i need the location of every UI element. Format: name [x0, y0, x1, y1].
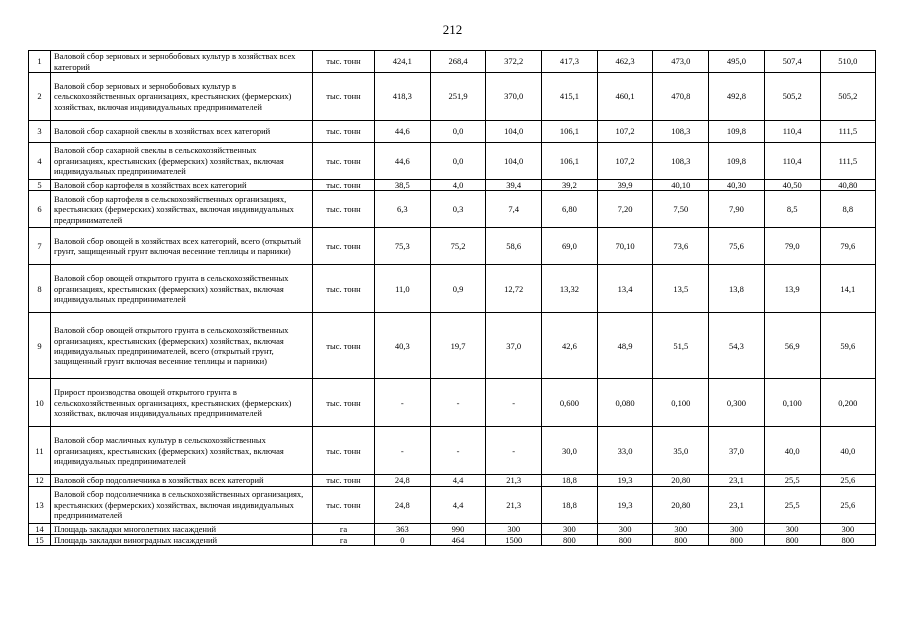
value-cell: 38,5 [375, 180, 431, 191]
indicator-name-cell: Валовой сбор картофеля в сельскохозяйственных организациях, крестьянских (фермерских) хозяйствах, включая индивидуальных предпринимателей [51, 191, 313, 228]
unit-cell: тыс. тонн [313, 191, 375, 228]
table-row [29, 427, 876, 475]
indicator-name-cell: Валовой сбор овощей открытого грунта в сельскохозяйственных организациях, крестьянских (фермерских) хозяйствах, включая индивидуальных предпринимателей, всего (открытый грунт, защищенный грунт включая весенние теплицы и парники) [51, 313, 313, 379]
value-cell: 8,5 [764, 191, 820, 228]
unit-cell: тыс. тонн [313, 51, 375, 73]
value-cell: 59,6 [820, 313, 876, 379]
indicator-name-cell: Валовой сбор подсолнечника в сельскохозяйственных организациях, крестьянских (фермерских) хозяйствах, включая индивидуальных предпринимателей [51, 486, 313, 523]
value-cell: - [486, 427, 542, 475]
value-cell: 107,2 [597, 143, 653, 180]
value-cell: 14,1 [820, 265, 876, 313]
indicator-name-cell: Валовой сбор овощей в хозяйствах всех категорий, всего (открытый грунт, защищенный грунт включая весенние теплицы и парники) [51, 228, 313, 265]
table-row [29, 535, 876, 546]
value-cell: - [486, 379, 542, 427]
value-cell: 800 [820, 535, 876, 546]
value-cell: 0 [375, 535, 431, 546]
value-cell: 44,6 [375, 143, 431, 180]
value-cell: 800 [542, 535, 598, 546]
unit-cell: тыс. тонн [313, 486, 375, 523]
value-cell: 75,2 [430, 228, 486, 265]
value-cell: 300 [709, 523, 765, 534]
value-cell: 40,30 [709, 180, 765, 191]
value-cell: 20,80 [653, 475, 709, 486]
value-cell: 0,0 [430, 121, 486, 143]
value-cell: 25,5 [764, 486, 820, 523]
value-cell: 800 [709, 535, 765, 546]
value-cell: 505,2 [764, 73, 820, 121]
value-cell: 39,2 [542, 180, 598, 191]
indicator-name-cell: Валовой сбор картофеля в хозяйствах всех категорий [51, 180, 313, 191]
value-cell: 48,9 [597, 313, 653, 379]
value-cell: - [430, 427, 486, 475]
row-number-cell: 15 [29, 535, 51, 546]
value-cell: 7,20 [597, 191, 653, 228]
value-cell: 300 [820, 523, 876, 534]
value-cell: 109,8 [709, 121, 765, 143]
row-number-cell: 11 [29, 427, 51, 475]
indicator-name-cell: Валовой сбор зерновых и зернобобовых культур в сельскохозяйственных организациях, крестьянских (фермерских) хозяйствах, включая индивидуальных предпринимателей [51, 73, 313, 121]
value-cell: 69,0 [542, 228, 598, 265]
value-cell: 58,6 [486, 228, 542, 265]
value-cell: 0,9 [430, 265, 486, 313]
row-number-cell: 12 [29, 475, 51, 486]
value-cell: 13,32 [542, 265, 598, 313]
value-cell: 111,5 [820, 143, 876, 180]
value-cell: 372,2 [486, 51, 542, 73]
value-cell: 4,0 [430, 180, 486, 191]
value-cell: 108,3 [653, 143, 709, 180]
row-number-cell: 10 [29, 379, 51, 427]
value-cell: 300 [597, 523, 653, 534]
value-cell: 23,1 [709, 486, 765, 523]
value-cell: 300 [486, 523, 542, 534]
value-cell: 51,5 [653, 313, 709, 379]
indicator-name-cell: Валовой сбор масличных культур в сельскохозяйственных организациях, крестьянских (фермерских) хозяйствах, включая индивидуальных предпринимателей [51, 427, 313, 475]
value-cell: 40,0 [820, 427, 876, 475]
value-cell: 33,0 [597, 427, 653, 475]
value-cell: 30,0 [542, 427, 598, 475]
value-cell: 25,6 [820, 486, 876, 523]
value-cell: 19,3 [597, 486, 653, 523]
value-cell: 44,6 [375, 121, 431, 143]
value-cell: 54,3 [709, 313, 765, 379]
value-cell: 0,600 [542, 379, 598, 427]
table-row [29, 475, 876, 486]
table-row [29, 265, 876, 313]
unit-cell: тыс. тонн [313, 265, 375, 313]
unit-cell: тыс. тонн [313, 313, 375, 379]
value-cell: 110,4 [764, 121, 820, 143]
unit-cell: тыс. тонн [313, 228, 375, 265]
value-cell: 0,080 [597, 379, 653, 427]
value-cell: 505,2 [820, 73, 876, 121]
value-cell: 106,1 [542, 143, 598, 180]
unit-cell: га [313, 523, 375, 534]
table-row [29, 180, 876, 191]
value-cell: 7,4 [486, 191, 542, 228]
value-cell: 363 [375, 523, 431, 534]
value-cell: 40,3 [375, 313, 431, 379]
value-cell: 370,0 [486, 73, 542, 121]
value-cell: 37,0 [486, 313, 542, 379]
row-number-cell: 1 [29, 51, 51, 73]
indicator-name-cell: Валовой сбор сахарной свеклы в сельскохозяйственных организациях, крестьянских (фермерских) хозяйствах, включая индивидуальных предпринимателей [51, 143, 313, 180]
indicator-name-cell: Валовой сбор зерновых и зернобобовых культур в хозяйствах всех категорий [51, 51, 313, 73]
value-cell: 300 [764, 523, 820, 534]
indicator-name-cell: Валовой сбор овощей открытого грунта в сельскохозяйственных организациях, крестьянских (фермерских) хозяйствах, включая индивидуальных предпринимателей [51, 265, 313, 313]
value-cell: 0,300 [709, 379, 765, 427]
value-cell: 23,1 [709, 475, 765, 486]
value-cell: 13,5 [653, 265, 709, 313]
value-cell: 464 [430, 535, 486, 546]
value-cell: 0,200 [820, 379, 876, 427]
indicator-name-cell: Валовой сбор сахарной свеклы в хозяйствах всех категорий [51, 121, 313, 143]
indicator-name-cell: Площадь закладки многолетних насаждений [51, 523, 313, 534]
value-cell: 37,0 [709, 427, 765, 475]
row-number-cell: 9 [29, 313, 51, 379]
value-cell: 800 [764, 535, 820, 546]
value-cell: 990 [430, 523, 486, 534]
value-cell: 507,4 [764, 51, 820, 73]
value-cell: 73,6 [653, 228, 709, 265]
value-cell: 18,8 [542, 486, 598, 523]
value-cell: 12,72 [486, 265, 542, 313]
value-cell: 300 [542, 523, 598, 534]
value-cell: 470,8 [653, 73, 709, 121]
value-cell: - [375, 427, 431, 475]
value-cell: 8,8 [820, 191, 876, 228]
value-cell: 39,9 [597, 180, 653, 191]
unit-cell: тыс. тонн [313, 475, 375, 486]
value-cell: 13,8 [709, 265, 765, 313]
value-cell: 104,0 [486, 121, 542, 143]
unit-cell: га [313, 535, 375, 546]
value-cell: 268,4 [430, 51, 486, 73]
indicator-name-cell: Прирост производства овощей открытого грунта в сельскохозяйственных организациях, крестьянских (фермерских) хозяйствах, включая индивидуальных предпринимателей [51, 379, 313, 427]
value-cell: 800 [597, 535, 653, 546]
value-cell: 25,6 [820, 475, 876, 486]
row-number-cell: 8 [29, 265, 51, 313]
value-cell: 24,8 [375, 475, 431, 486]
value-cell: 6,80 [542, 191, 598, 228]
table-row [29, 191, 876, 228]
value-cell: 510,0 [820, 51, 876, 73]
table-row [29, 523, 876, 534]
value-cell: 473,0 [653, 51, 709, 73]
value-cell: 40,50 [764, 180, 820, 191]
value-cell: 70,10 [597, 228, 653, 265]
value-cell: 19,7 [430, 313, 486, 379]
table-row [29, 121, 876, 143]
unit-cell: тыс. тонн [313, 379, 375, 427]
row-number-cell: 13 [29, 486, 51, 523]
value-cell: - [430, 379, 486, 427]
value-cell: 251,9 [430, 73, 486, 121]
table-row [29, 51, 876, 73]
unit-cell: тыс. тонн [313, 143, 375, 180]
value-cell: 0,100 [653, 379, 709, 427]
value-cell: 6,3 [375, 191, 431, 228]
value-cell: 79,0 [764, 228, 820, 265]
table-row [29, 73, 876, 121]
indicators-table [28, 50, 876, 546]
value-cell: 107,2 [597, 121, 653, 143]
value-cell: 13,9 [764, 265, 820, 313]
value-cell: 75,3 [375, 228, 431, 265]
value-cell: 24,8 [375, 486, 431, 523]
row-number-cell: 14 [29, 523, 51, 534]
value-cell: 495,0 [709, 51, 765, 73]
row-number-cell: 3 [29, 121, 51, 143]
unit-cell: тыс. тонн [313, 121, 375, 143]
value-cell: 111,5 [820, 121, 876, 143]
value-cell: 0,3 [430, 191, 486, 228]
value-cell: 0,0 [430, 143, 486, 180]
value-cell: 492,8 [709, 73, 765, 121]
value-cell: 424,1 [375, 51, 431, 73]
unit-cell: тыс. тонн [313, 427, 375, 475]
value-cell: 108,3 [653, 121, 709, 143]
unit-cell: тыс. тонн [313, 73, 375, 121]
table-row [29, 228, 876, 265]
value-cell: 35,0 [653, 427, 709, 475]
value-cell: 0,100 [764, 379, 820, 427]
value-cell: 40,80 [820, 180, 876, 191]
value-cell: 4,4 [430, 486, 486, 523]
value-cell: 110,4 [764, 143, 820, 180]
value-cell: 56,9 [764, 313, 820, 379]
value-cell: 462,3 [597, 51, 653, 73]
table-row [29, 379, 876, 427]
value-cell: 39,4 [486, 180, 542, 191]
row-number-cell: 6 [29, 191, 51, 228]
value-cell: 40,0 [764, 427, 820, 475]
value-cell: 415,1 [542, 73, 598, 121]
value-cell: 20,80 [653, 486, 709, 523]
value-cell: 7,90 [709, 191, 765, 228]
value-cell: 25,5 [764, 475, 820, 486]
value-cell: 418,3 [375, 73, 431, 121]
value-cell: 11,0 [375, 265, 431, 313]
value-cell: 21,3 [486, 475, 542, 486]
value-cell: - [375, 379, 431, 427]
value-cell: 79,6 [820, 228, 876, 265]
value-cell: 19,3 [597, 475, 653, 486]
page-number: 212 [442, 22, 463, 37]
value-cell: 13,4 [597, 265, 653, 313]
indicator-name-cell: Валовой сбор подсолнечника в хозяйствах всех категорий [51, 475, 313, 486]
value-cell: 18,8 [542, 475, 598, 486]
value-cell: 40,10 [653, 180, 709, 191]
value-cell: 106,1 [542, 121, 598, 143]
unit-cell: тыс. тонн [313, 180, 375, 191]
value-cell: 460,1 [597, 73, 653, 121]
value-cell: 109,8 [709, 143, 765, 180]
table-row [29, 143, 876, 180]
value-cell: 21,3 [486, 486, 542, 523]
value-cell: 417,3 [542, 51, 598, 73]
table-row [29, 486, 876, 523]
value-cell: 1500 [486, 535, 542, 546]
table-body [29, 51, 876, 546]
value-cell: 75,6 [709, 228, 765, 265]
indicator-name-cell: Площадь закладки виноградных насаждений [51, 535, 313, 546]
value-cell: 104,0 [486, 143, 542, 180]
value-cell: 4,4 [430, 475, 486, 486]
table-row [29, 313, 876, 379]
value-cell: 800 [653, 535, 709, 546]
value-cell: 42,6 [542, 313, 598, 379]
value-cell: 300 [653, 523, 709, 534]
row-number-cell: 2 [29, 73, 51, 121]
row-number-cell: 7 [29, 228, 51, 265]
row-number-cell: 5 [29, 180, 51, 191]
value-cell: 7,50 [653, 191, 709, 228]
row-number-cell: 4 [29, 143, 51, 180]
